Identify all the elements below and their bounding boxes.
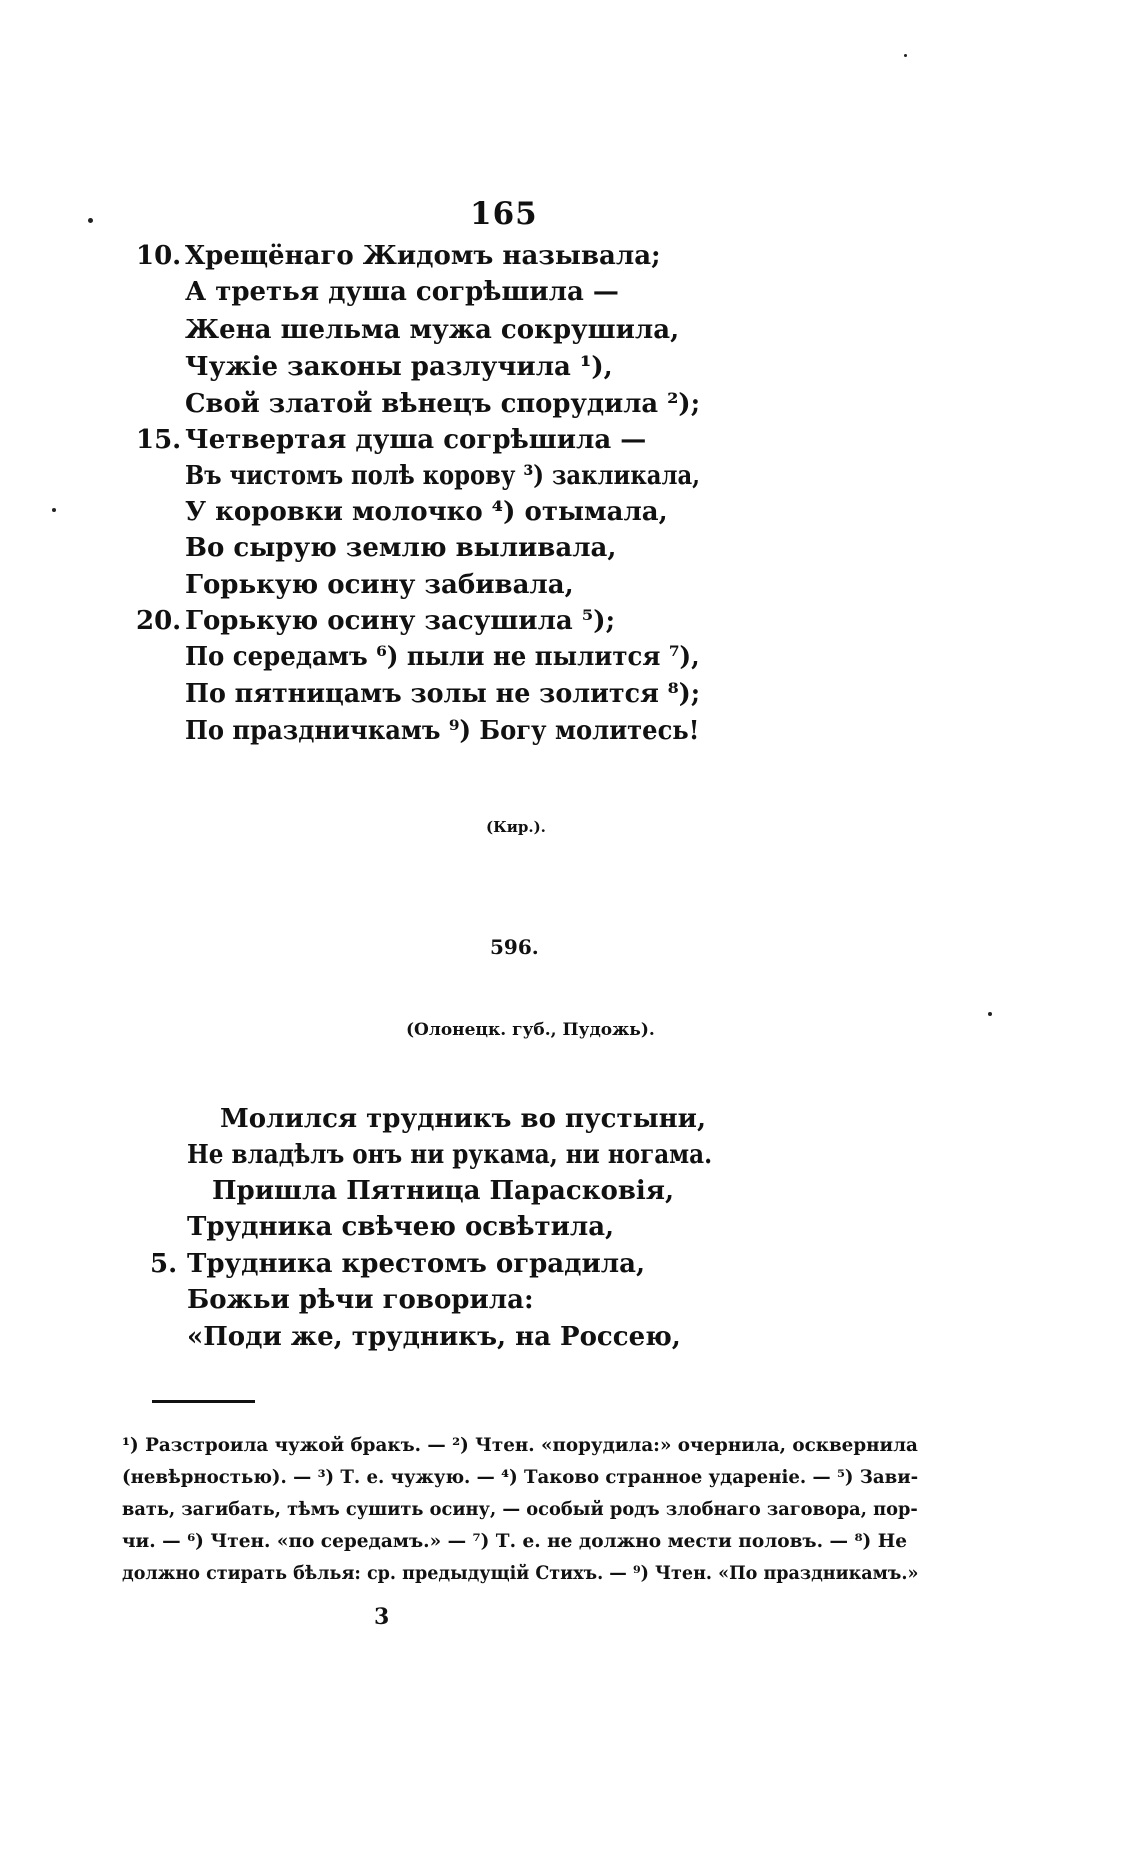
poem-1-source: (Кир.). [486,818,546,836]
footnote-line: (невѣрностью). — ³) Т. е. чужую. — ⁴) Таково странное удареніе. — ⁵) Зави- [122,1467,919,1488]
footnote-line: вать, загибать, тѣмъ сушить осину, — особый родъ злобнаго заговора, пор- [122,1499,918,1520]
footnote-line: должно стирать бѣлья: ср. предыдущій Стихъ. — ⁹) Чтен. «По праздникамъ.» [122,1563,919,1584]
line-number: 20. [136,606,182,636]
line-number: 15. [136,425,182,455]
line-text: Не владѣлъ онъ ни рукама, ни ногама. [187,1140,713,1170]
footnote-divider [152,1400,255,1403]
ink-speck [988,1012,992,1016]
page-number: 165 [470,196,538,232]
line-text: Въ чистомъ полѣ корову ³) закликала, [185,461,701,491]
line-text: По пятницамъ золы не золится ⁸); [185,679,701,709]
line-text: Хрещёнаго Жидомъ называла; [185,241,661,271]
footnote-line: ¹) Разстроила чужой бракъ. — ²) Чтен. «порудила:» очернила, осквернила [122,1435,918,1456]
line-text: Трудника свѣчею освѣтила, [187,1212,615,1242]
line-text: Чужіе законы разлучила ¹), [185,352,613,382]
line-text: У коровки молочко ⁴) отымала, [185,497,668,527]
ink-speck [52,508,56,512]
line-text: Жена шельма мужа сокрушила, [185,315,680,345]
line-text: Пришла Пятница Парасковія, [212,1176,675,1206]
line-text: Молился трудникъ во пустыни, [220,1104,707,1134]
line-text: Свой златой вѣнецъ спорудила ²); [185,389,701,419]
signature-mark: 3 [374,1604,390,1630]
line-number: 10. [136,241,182,271]
line-text: Горькую осину забивала, [185,570,574,600]
ink-speck [88,218,93,223]
footnotes [122,1430,918,1590]
line-text: По праздничкамъ ⁹) Богу молитесь! [185,716,700,746]
line-text: «Поди же, трудникъ, на Россею, [187,1322,681,1352]
ink-speck [904,54,907,57]
line-text: Четвертая душа согрѣшила — [185,425,647,455]
song-source: (Олонецк. губ., Пудожь). [406,1020,655,1040]
line-text: Во сырую землю выливала, [185,533,617,563]
line-text: Горькую осину засушила ⁵); [185,606,616,636]
song-number: 596. [490,935,539,959]
line-text: А третья душа согрѣшила — [185,277,619,307]
footnote-line: чи. — ⁶) Чтен. «по середамъ.» — ⁷) Т. е. не должно мести половъ. — ⁸) Не [122,1531,907,1552]
line-text: Трудника крестомъ оградила, [187,1249,645,1279]
line-text: По середамъ ⁶) пыли не пылится ⁷), [185,642,700,672]
line-text: Божьи рѣчи говорила: [187,1285,534,1315]
line-number: 5. [150,1249,178,1279]
